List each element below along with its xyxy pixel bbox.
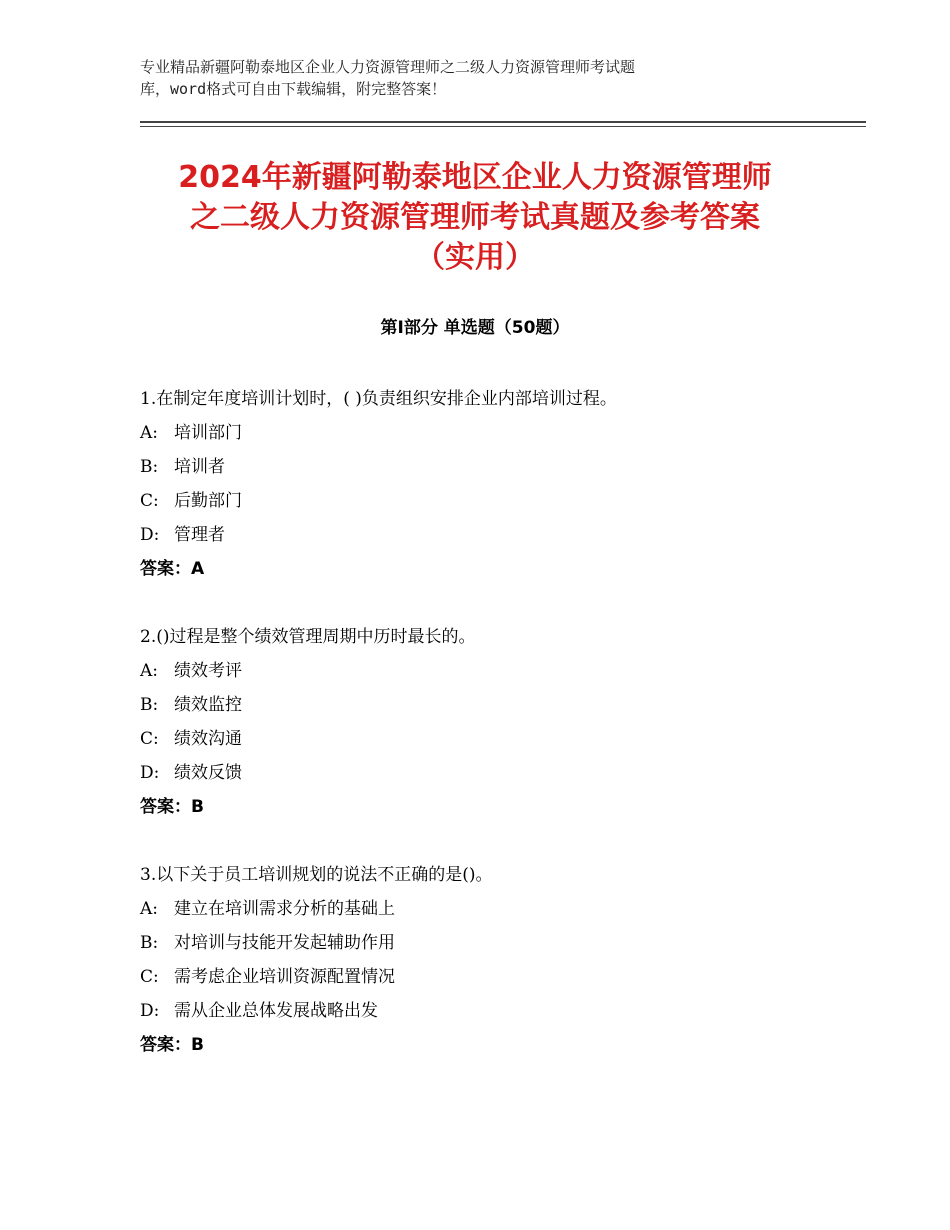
section-heading: 第Ⅰ部分 单选题（50题） xyxy=(380,318,570,338)
option-b xyxy=(140,926,860,960)
option-c xyxy=(140,722,860,756)
option-a xyxy=(140,654,860,688)
option-text: 培训者 xyxy=(174,457,225,477)
option-text: 绩效考评 xyxy=(174,661,242,681)
option-text: 后勤部门 xyxy=(174,491,242,511)
header-divider-thin xyxy=(140,126,866,127)
option-b xyxy=(140,688,860,722)
title-line-1: 2024年新疆阿勒泰地区企业人力资源管理师 xyxy=(178,160,772,195)
option-c xyxy=(140,960,860,994)
question-list xyxy=(140,382,860,1096)
option-letter: B: xyxy=(140,457,159,477)
option-text: 需考虑企业培训资源配置情况 xyxy=(174,967,395,987)
title-line-2: 之二级人力资源管理师考试真题及参考答案 xyxy=(190,200,760,235)
option-letter: B: xyxy=(140,695,159,715)
option-text: 对培训与技能开发起辅助作用 xyxy=(174,933,395,953)
option-a xyxy=(140,892,860,926)
question-stem: 2.()过程是整个绩效管理周期中历时最长的。 xyxy=(140,627,476,647)
option-text: 绩效监控 xyxy=(174,695,242,715)
option-text: 绩效反馈 xyxy=(174,763,242,783)
option-text: 管理者 xyxy=(174,525,225,545)
question-3 xyxy=(140,858,860,1062)
answer-line: 答案：B xyxy=(140,797,204,817)
question-2 xyxy=(140,620,860,824)
option-d xyxy=(140,518,860,552)
question-stem: 3.以下关于员工培训规划的说法不正确的是()。 xyxy=(140,865,493,885)
answer-line: 答案：A xyxy=(140,559,205,579)
option-d xyxy=(140,994,860,1028)
option-a xyxy=(140,416,860,450)
option-letter: D: xyxy=(140,763,160,783)
option-letter: A: xyxy=(140,899,159,919)
option-text: 建立在培训需求分析的基础上 xyxy=(174,899,395,919)
option-text: 培训部门 xyxy=(174,423,242,443)
header-note-line-2: 库，word格式可自由下载编辑，附完整答案！ xyxy=(140,80,447,98)
option-letter: A: xyxy=(140,423,159,443)
option-c xyxy=(140,484,860,518)
option-letter: A: xyxy=(140,661,159,681)
document-title xyxy=(110,158,840,278)
header-divider-thick xyxy=(140,121,866,123)
option-text: 绩效沟通 xyxy=(174,729,242,749)
option-letter: C: xyxy=(140,729,159,749)
header-note xyxy=(140,56,820,100)
option-letter: C: xyxy=(140,967,159,987)
header-note-line-1: 专业精品新疆阿勒泰地区企业人力资源管理师之二级人力资源管理师考试题 xyxy=(140,58,636,76)
answer-line: 答案：B xyxy=(140,1035,204,1055)
option-text: 需从企业总体发展战略出发 xyxy=(174,1001,378,1021)
option-letter: B: xyxy=(140,933,159,953)
question-1 xyxy=(140,382,860,586)
question-stem: 1.在制定年度培训计划时，( )负责组织安排企业内部培训过程。 xyxy=(140,389,617,409)
title-line-3: （实用） xyxy=(415,240,535,275)
option-letter: C: xyxy=(140,491,159,511)
option-d xyxy=(140,756,860,790)
option-letter: D: xyxy=(140,525,160,545)
option-letter: D: xyxy=(140,1001,160,1021)
option-b xyxy=(140,450,860,484)
